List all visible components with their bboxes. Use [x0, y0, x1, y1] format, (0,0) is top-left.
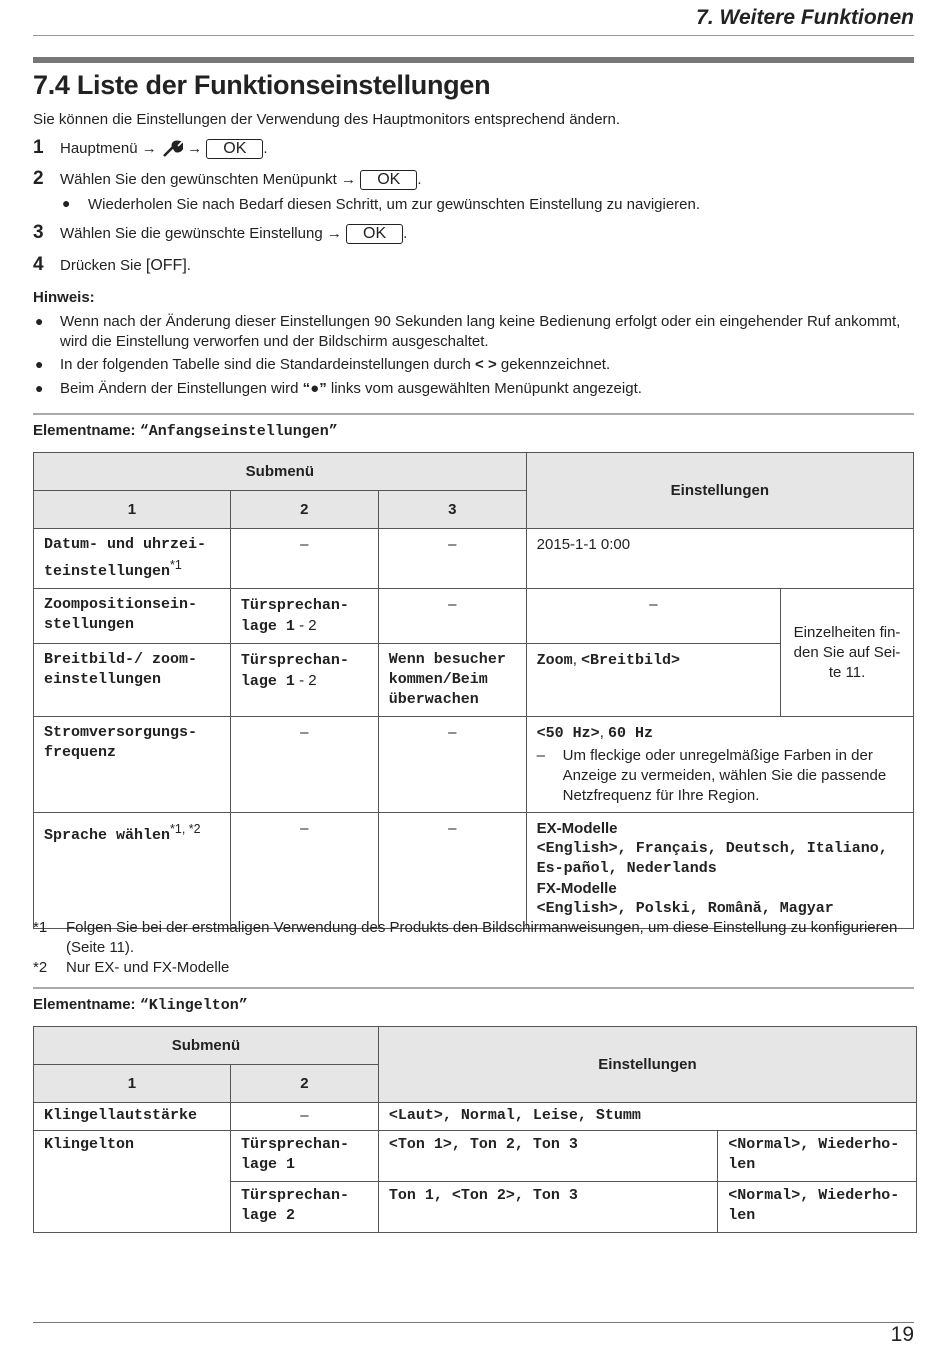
- step-1-number: 1: [33, 137, 44, 158]
- bullet-icon: ●: [35, 356, 44, 372]
- step-3-number: 3: [33, 222, 44, 243]
- table-row: Datum- und uhrzei-teinstellungen$^{*1}$ – – 2015-1-1 0:00: [34, 529, 914, 589]
- ok-button: OK: [206, 139, 263, 159]
- section-title: 7.4 Liste der Funktionseinstellungen: [33, 70, 491, 100]
- step-1: Hauptmenü → → OK .: [60, 140, 268, 158]
- footnote-mark: *1: [33, 919, 48, 936]
- header-col-1: 1: [34, 491, 231, 529]
- element-name-1: Elementname: “Anfangseinstellungen”: [33, 422, 338, 440]
- table-row: Klingelton Türsprechan-lage 1 <Ton 1>, Ton 2, Ton 3 <Normal>, Wiederho-len: [34, 1131, 917, 1182]
- footnote-1: Folgen Sie bei der erstmaligen Verwendung des Produkts den Bildschirmanweisungen, um diese Einstellung zu konfigurieren (Seite 11).: [66, 919, 898, 956]
- settings-table-klingelton: [33, 1026, 917, 1233]
- arrow-icon: →: [187, 140, 203, 157]
- table-row: Klingellautstärke – <Laut>, Normal, Leise, Stumm: [34, 1103, 917, 1131]
- note-item-3: Beim Ändern der Einstellungen wird “●” links vom ausgewählten Menüpunkt angezeigt.: [60, 380, 642, 397]
- header-col-2: 2: [230, 491, 378, 529]
- divider: [33, 987, 914, 989]
- header-divider: [33, 35, 914, 36]
- arrow-icon: →: [341, 171, 357, 188]
- footnote-mark: *2: [33, 959, 48, 976]
- step-2-number: 2: [33, 168, 44, 189]
- header-settings: Einstellungen: [526, 453, 913, 529]
- step-4: Drücken Sie [OFF].: [60, 257, 191, 274]
- table-row: Türsprechan-lage 2 Ton 1, <Ton 2>, Ton 3 <Normal>, Wiederho-len: [34, 1182, 917, 1233]
- note-item-1: Wenn nach der Änderung dieser Einstellungen 90 Sekunden lang keine Bedienung erfolgt oder ein eingehender Ruf ankommt, wird die Einstellung verworfen und der Bildschirm ausgeschaltet.: [60, 313, 901, 350]
- chapter-title: 7. Weitere Funktionen: [696, 6, 914, 29]
- table-row: Sprache wählen$^{*1, *2}$ – – EX-Modelle <English>, Français, Deutsch, Italiano, Es-pañol, Nederlands FX-Modelle <English>, Polski, Română, Magyar: [34, 813, 914, 929]
- table-row: Zoompositionsein-stellungen Türsprechan-lage 1 - 2 – – Einzelheiten fin-den Sie auf Sei-te 11.: [34, 589, 914, 644]
- bullet-icon: ●: [35, 380, 44, 396]
- header-submenu: Submenü: [34, 453, 527, 491]
- step-3-text: Wählen Sie die gewünschte Einstellung: [60, 225, 323, 242]
- header-submenu: Submenü: [34, 1027, 379, 1065]
- settings-table-anfangseinstellungen: [33, 452, 914, 929]
- wrench-icon: [161, 140, 183, 158]
- table-row: Breitbild-/ zoom-einstellungen Türsprechan-lage 1 - 2 Wenn besucher kommen/Beim überwachen Zoom, <Breitbild>: [34, 644, 914, 717]
- step-3: Wählen Sie die gewünschte Einstellung → OK .: [60, 225, 408, 243]
- step-4-number: 4: [33, 254, 44, 275]
- footnote-2: Nur EX- und FX-Modelle: [66, 959, 230, 976]
- intro-text: Sie können die Einstellungen der Verwendung des Hauptmonitors entsprechend ändern.: [33, 111, 621, 128]
- arrow-icon: →: [326, 225, 342, 242]
- element-name-2: Elementname: “Klingelton”: [33, 996, 248, 1014]
- header-col-1: 1: [34, 1065, 231, 1103]
- header-col-2: 2: [230, 1065, 378, 1103]
- arrow-icon: →: [141, 140, 157, 157]
- note-label: Hinweis:: [33, 289, 95, 306]
- footer-divider: [33, 1322, 914, 1323]
- header-col-3: 3: [378, 491, 526, 529]
- ok-button: OK: [360, 170, 417, 190]
- divider: [33, 413, 914, 415]
- note-item-2: In der folgenden Tabelle sind die Standardeinstellungen durch < > gekennzeichnet.: [60, 356, 611, 373]
- table-row: Stromversorgungs-frequenz – – <50 Hz>, 60 Hz – Um fleckige oder unregelmäßige Farben in der Anzeige zu vermeiden, wählen Sie die passende Netzfrequenz für Ihre Region.: [34, 717, 914, 813]
- page-number: 19: [890, 1323, 914, 1346]
- off-key: [OFF]: [145, 257, 187, 274]
- step-2-text: Wählen Sie den gewünschten Menüpunkt: [60, 171, 337, 188]
- bullet-icon: ●: [35, 313, 44, 329]
- header-bar: [33, 57, 914, 63]
- header-settings: Einstellungen: [378, 1027, 916, 1103]
- ok-button: OK: [346, 224, 403, 244]
- step-1-text: Hauptmenü: [60, 140, 138, 157]
- side-note: Einzelheiten fin-den Sie auf Sei-te 11.: [781, 589, 914, 717]
- step-2: Wählen Sie den gewünschten Menüpunkt → OK .: [60, 171, 422, 189]
- step-2-subtext: Wiederholen Sie nach Bedarf diesen Schritt, um zur gewünschten Einstellung zu navigieren.: [88, 196, 701, 213]
- step-4-text: Drücken Sie: [60, 257, 142, 274]
- bullet-icon: ●: [62, 195, 71, 211]
